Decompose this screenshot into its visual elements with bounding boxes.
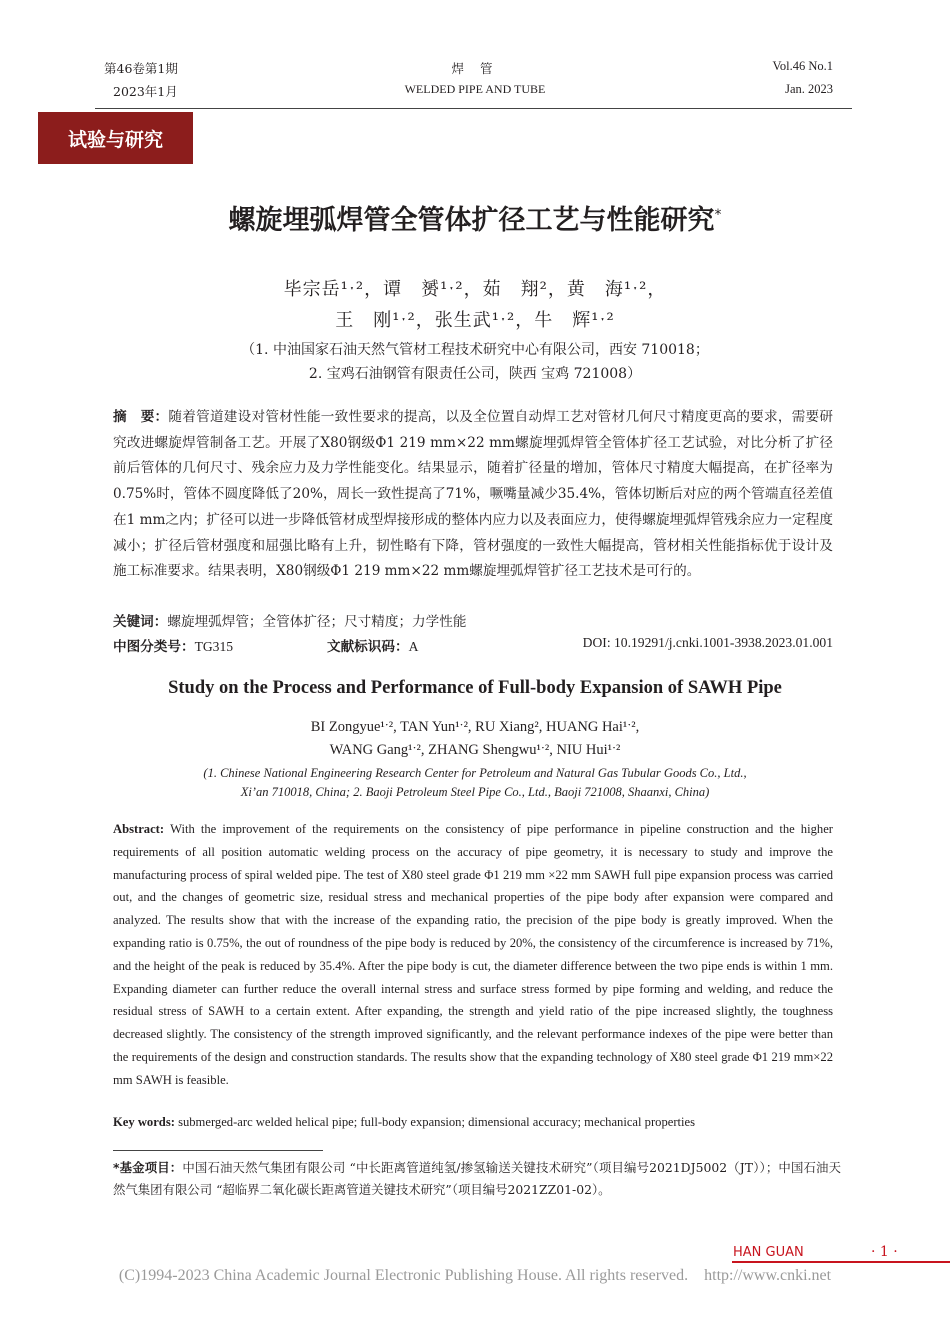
keywords-cn [113, 610, 833, 630]
clc-label: 中图分类号： [113, 639, 195, 655]
abstract-cn-text: 随着管道建设对管材性能一致性要求的提高，以及全位置自动焊工艺对管材几何尺寸精度更高的要求，需要研究改进螺旋焊管制备工艺。开展了X80钢级Φ1 219 mm×22 mm螺旋埋弧焊管全管体扩径工艺试验，对比分析了扩径前后管体的几何尺寸、残余应力及力学性能变化。结果显示，随着扩径量的增加，管体尺寸精度大幅提高，在扩径率为0.75%时，管体不圆度降低了20%，周长一致性提高了71%，噘嘴量减少35.4%，管体切断后对应的两个管端直径差值在1 mm之内；扩径可以进一步降低管材成型焊接形成的整体内应力以及表面应力，使得螺旋埋弧焊管残余应力一定程度减小；扩径后管材强度和屈强比略有上升，韧性略有下降，管材强度的一致性大幅提高，管材相关性能指标优于设计及施工标准要求。结果表明，X80钢级Φ1 219 mm×22 mm螺旋埋弧焊管扩径工艺技术是可行的。 [113, 409, 833, 580]
copyright-notice: (C)1994-2023 China Academic Journal Electronic Publishing House. All rights reserved. http://www.cnki.net [118, 1267, 832, 1284]
abstract-en-label: Abstract: [113, 822, 171, 836]
header-journal-cn: 焊 管 [451, 61, 499, 76]
doc-code-label: 文献标识码： [327, 639, 409, 655]
authors-en-line-2: WANG Gang¹ˑ², ZHANG Shengwu¹ˑ², NIU Hui¹ˑ² [329, 742, 621, 758]
header-volume-cn: 第46卷第1期 [104, 61, 178, 76]
abstract-cn-label: 摘 要： [113, 409, 169, 425]
authors-cn-line-2: 王 刚¹ˑ²，张生武¹ˑ²，牛 辉¹ˑ² [335, 310, 615, 331]
affiliation-en-line-1: (1. Chinese National Engineering Research Center for Petroleum and Natural Gas Tubular Goods Co., Ltd., [203, 766, 747, 780]
title-cn [0, 198, 950, 237]
footnote-text: 中国石油天然气集团有限公司 “中长距离管道纯氢/掺氢输送关键技术研究”（项目编号2021DJ5002（JT））；中国石油天然气集团有限公司 “超临界二氧化碳长距离管道关键技术研究”（项目编号2021ZZ01-02）。 [113, 1160, 841, 1197]
footnote-divider [113, 1150, 323, 1151]
footer-divider [732, 1261, 950, 1263]
footer-journal-name: HAN GUAN [733, 1245, 804, 1260]
keywords-en [113, 1115, 833, 1130]
abstract-en [113, 818, 833, 1092]
affiliation-en-line-2: Xi’an 710018, China; 2. Baoji Petroleum Steel Pipe Co., Ltd., Baoji 721008, Shaanxi, China) [240, 785, 710, 799]
affiliation-cn-line-2: 2. 宝鸡石油钢管有限责任公司，陕西 宝鸡 721008） [308, 366, 642, 382]
footnote-funding [113, 1157, 841, 1201]
header-journal-en: WELDED PIPE AND TUBE [404, 82, 546, 96]
clc-code [113, 635, 233, 655]
keywords-en-label: Key words: [113, 1115, 179, 1129]
header-date-cn: 2023年1月 [113, 84, 178, 99]
header-date-en: Jan. 2023 [785, 82, 833, 96]
authors-cn-line-1: 毕宗岳¹ˑ²，谭 赟¹ˑ²，茹 翔²，黄 海¹ˑ²， [283, 279, 667, 300]
doc-code [327, 635, 418, 655]
keywords-cn-label: 关键词： [113, 614, 168, 630]
page-number: · 1 · [871, 1244, 898, 1260]
title-en: Study on the Process and Performance of Full-body Expansion of SAWH Pipe [168, 678, 782, 698]
doi: DOI: 10.19291/j.cnki.1001-3938.2023.01.001 [582, 635, 833, 650]
keywords-cn-text: 螺旋埋弧焊管；全管体扩径；尺寸精度；力学性能 [167, 614, 467, 630]
header-divider [95, 108, 852, 109]
clc-value: TG315 [194, 639, 234, 654]
authors-en-line-1: BI Zongyue¹ˑ², TAN Yun¹ˑ², RU Xiang², HUANG Hai¹ˑ², [310, 719, 640, 735]
title-cn-text: 螺旋埋弧焊管全管体扩径工艺与性能研究 [228, 205, 715, 236]
affiliation-cn-line-1: （1. 中油国家石油天然气管材工程技术研究中心有限公司，西安 710018； [241, 342, 709, 358]
header-volume-en: Vol.46 No.1 [772, 59, 833, 73]
doc-code-value: A [408, 639, 419, 654]
abstract-en-text: With the improvement of the requirements on the consistency of pipe performance in pipeline construction and the higher requirements of all position automatic welding process on the accuracy of pipe geometry, it is necessary to study and improve the manufacturing process of spiral welded pipe. The test of X80 steel grade Φ1 219 mm ×22 mm SAWH full pipe expansion process was carried out, and the changes of geometric size, residual stress and mechanical properties of the pipe body after expansion were compared and analyzed. The results show that with the increase of the expanding ratio, the precision of the pipe body is greatly improved. When the expanding ratio is 0.75%, the out of roundness of the pipe body is reduced by 20%, the consistency of the circumference is increased by 71%, and the height of the peak is reduced by 35.4%. After the pipe body is cut, the diameter difference between the two pipe ends is within 1 mm. Expanding diameter can further reduce the overall internal stress and surface stress formed by pipe forming and welding, and reduce the residual stress of SAWH to a certain extent. After expanding, the strength and yield ratio of the pipe increased slightly, the toughness decreased slightly. The consistency of the strength improved significantly, and the relevant performance indexes of the pipe were better than the requirements of the design and construction standards. The results show that the expanding technology of X80 steel grade Φ1 219 mm×22 mm SAWH is feasible. [113, 822, 833, 1087]
section-tag: 试验与研究 [38, 112, 193, 164]
footnote-label: *基金项目： [113, 1160, 183, 1175]
abstract-cn [113, 405, 833, 585]
title-footnote-mark: * [714, 207, 722, 223]
keywords-en-text: submerged-arc welded helical pipe; full-body expansion; dimensional accuracy; mechanical properties [178, 1115, 696, 1129]
